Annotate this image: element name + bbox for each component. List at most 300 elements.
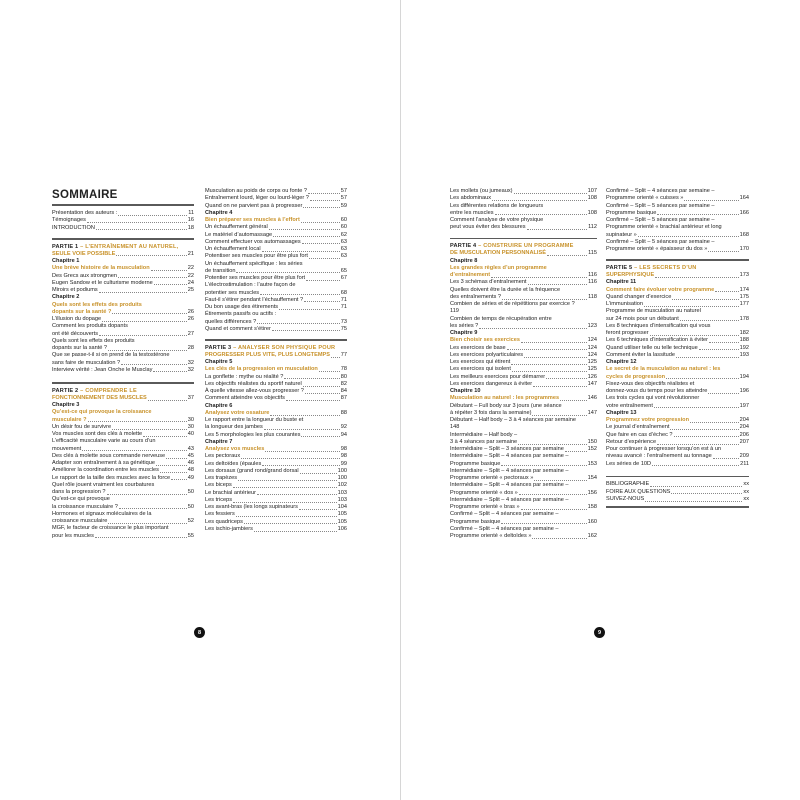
toc-entry-page: 28 — [187, 345, 194, 352]
toc-entry-title: Potentiser ses muscles pour être plus fort — [205, 253, 308, 260]
toc-entry — [52, 338, 194, 345]
toc-entry-title: Que se passe-t-il si on prend de la testostérone — [52, 352, 170, 359]
toc-entry-title: Comment atteindre vos objectifs — [205, 395, 285, 402]
toc-entry-title: Pour continuer à progresser lorsqu’on est à un — [606, 446, 722, 453]
dot-leader — [260, 294, 340, 295]
toc-entry — [450, 381, 597, 388]
dot-leader — [171, 479, 187, 480]
toc-entry-title: Fixez-vous des objectifs réalistes et — [606, 380, 695, 387]
chapter-4-title: Bien préparer ses muscles à l’effort 60 — [205, 217, 347, 223]
toc-entry-page: 170 — [739, 246, 749, 252]
page-number-right: 9 — [594, 627, 605, 638]
toc-entry-page: 100 — [337, 467, 347, 474]
toc-entry-page: 24 — [187, 279, 194, 286]
dot-leader — [286, 400, 340, 401]
dot-leader — [305, 393, 340, 394]
toc-entry-title: Les meilleurs exercices pour démarrer — [450, 373, 546, 380]
toc-entry-page: 50 — [187, 503, 194, 510]
toc-entry — [606, 308, 749, 315]
toc-entry-page: 154 — [587, 475, 597, 482]
toc-entry — [606, 496, 749, 503]
chapter-13-title: Programmez votre progression 204 — [606, 417, 749, 424]
toc-entry — [205, 239, 347, 246]
dot-leader — [309, 258, 340, 259]
toc-entry — [52, 287, 194, 294]
chapter-4-label: Chapitre 4 — [205, 209, 233, 216]
toc-entry — [52, 316, 194, 323]
toc-entry-title: pour les muscles — [52, 532, 94, 539]
toc-entry-title: Un désir fou de survivre — [52, 423, 112, 430]
toc-entry-page: 116 — [588, 279, 597, 286]
toc-entry — [450, 366, 597, 373]
toc-entry-page: 75 — [340, 325, 347, 332]
dot-leader — [153, 371, 186, 372]
toc-entry-page: 160 — [587, 518, 597, 525]
dot-leader — [154, 284, 187, 285]
toc-entry-title: Les 5 morphologies les plus courantes — [205, 431, 301, 438]
toc-entry — [450, 432, 597, 439]
dot-leader — [272, 330, 340, 331]
toc-entry-title: Intermédiaire – Split – 4 séances par semaine – — [450, 482, 569, 489]
toc-entry — [450, 352, 597, 359]
dot-leader — [492, 200, 587, 201]
dot-leader — [82, 450, 187, 451]
toc-entry-title: mouvement — [52, 445, 82, 452]
chapter-1-label: Chapitre 1 — [52, 258, 80, 265]
dot-leader — [118, 277, 187, 278]
dot-leader — [671, 493, 742, 494]
toc-entry — [606, 381, 749, 388]
toc-entry-title: Quand utiliser telle ou telle technique — [606, 344, 698, 351]
toc-entry-page: 124 — [587, 344, 597, 351]
dot-leader — [521, 509, 587, 510]
toc-entry-title: Les quadriceps — [205, 518, 243, 525]
toc-entry-title: Programme orienté « bras » — [450, 504, 520, 511]
toc-entry — [606, 424, 749, 431]
toc-entry-title: Les exercices polyarticulaires — [450, 351, 524, 358]
toc-entry — [52, 446, 194, 453]
toc-entry — [52, 431, 194, 438]
toc-entry — [205, 453, 347, 460]
toc-entry-title: À quelle vitesse allez-vous progresser ? — [205, 388, 304, 395]
toc-entry-page: 153 — [587, 460, 597, 467]
dot-leader — [119, 508, 187, 509]
toc-entry-title: la croissance musculaire ? — [52, 503, 118, 510]
toc-entry-title: feront progresser — [606, 330, 649, 337]
dot-leader — [279, 309, 340, 310]
toc-entry — [52, 424, 194, 431]
toc-entry-title: Programme de musculation au naturel — [606, 308, 701, 315]
toc-entry — [205, 504, 347, 511]
toc-entry-title: Les 6 techniques d’intensification à éviter — [606, 337, 708, 344]
toc-entry — [205, 511, 347, 518]
toc-entry-title: 3 à 4 séances par semaine — [450, 438, 518, 445]
toc-entry-title: L’illusion du dopage — [52, 316, 102, 323]
toc-entry-title: Comment les produits dopants — [52, 323, 128, 330]
dot-leader — [512, 371, 587, 372]
toc-entry — [205, 424, 347, 431]
toc-entry-page: 107 — [587, 188, 597, 194]
toc-entry — [205, 203, 347, 210]
toc-entry — [205, 374, 347, 381]
dot-leader — [532, 538, 586, 539]
dot-leader — [102, 321, 187, 322]
chapter-9-title: Bien choisir ses exercices 124 — [450, 337, 597, 344]
toc-entry — [606, 337, 749, 344]
toc-entry — [205, 526, 347, 533]
toc-entry-page: 168 — [739, 231, 749, 238]
toc-entry-title: sur 24 mois pour un débutant — [606, 315, 679, 322]
toc-entry-title: ont été découverts — [52, 330, 99, 337]
chapter-12-title: Le secret de la musculation au naturel : les — [606, 366, 721, 373]
toc-entry-page: 99 — [340, 460, 347, 467]
toc-entry-page: 175 — [739, 293, 749, 300]
dot-leader — [301, 436, 339, 437]
chapter-6-label: Chapitre 6 — [205, 402, 233, 409]
dot-leader — [638, 236, 739, 237]
dot-leader — [650, 335, 739, 336]
toc-entry — [52, 280, 194, 287]
toc-entry-title: quelles différences ? — [205, 318, 257, 325]
toc-entry — [205, 482, 347, 489]
toc-entry-page: 207 — [739, 438, 749, 445]
divider — [606, 506, 749, 508]
toc-entry-title: Les avant-bras (les longs supinateurs — [205, 504, 298, 511]
dot-leader — [654, 407, 739, 408]
toc-entry-page: 126 — [587, 373, 597, 380]
divider — [205, 339, 347, 341]
part-2-title: PARTIE 2 – COMPRENDRE LE — [52, 387, 137, 394]
toc-entry — [205, 311, 347, 318]
toc-entry-title: Qu’est-ce qui provoque — [52, 496, 110, 503]
toc-entry — [450, 410, 597, 417]
dot-leader — [264, 429, 340, 430]
dot-leader — [511, 364, 586, 365]
toc-entry — [205, 497, 347, 504]
toc-entry — [52, 331, 194, 338]
toc-entry-title: Le rapport entre la longueur du buste et — [205, 417, 304, 424]
chapter-8-label: Chapitre 8 — [450, 257, 478, 264]
toc-entry-page: 65 — [340, 267, 347, 274]
toc-entry — [205, 188, 347, 195]
toc-entry-page: 16 — [187, 217, 194, 224]
toc-entry — [205, 475, 347, 482]
toc-entry-title: Du bon usage des étirements — [205, 304, 279, 310]
toc-entry — [450, 301, 597, 308]
toc-entry — [52, 533, 194, 540]
toc-entry-title: entre les muscles — [450, 209, 494, 216]
dot-leader — [257, 323, 340, 324]
toc-entry — [205, 468, 347, 475]
toc-entry-title: Comment éviter la lassitude — [606, 351, 676, 358]
dot-leader — [306, 280, 340, 281]
toc-entry-page: 40 — [187, 431, 194, 438]
divider — [450, 238, 597, 240]
toc-entry-page: xx — [743, 488, 749, 495]
toc-entry — [606, 195, 749, 202]
toc-entry-title: Hormones et signaux moléculaires de la — [52, 510, 152, 517]
toc-entry-title: Interview vérité : Jean Onche le Musclay — [52, 366, 153, 373]
dot-leader — [303, 386, 340, 387]
toc-entry-title: Étirements passifs ou actifs : — [205, 311, 277, 318]
dot-leader — [303, 207, 339, 208]
toc-entry — [450, 308, 597, 315]
dot-leader — [708, 251, 738, 252]
toc-entry-page: 25 — [187, 287, 194, 294]
toc-entry — [606, 323, 749, 330]
dot-leader — [233, 502, 337, 503]
part-1-title: PARTIE 1 – L’ENTRAÎNEMENT AU NATUREL, — [52, 243, 179, 250]
toc-entry — [205, 275, 347, 282]
toc-entry-page: 124 — [587, 351, 597, 358]
toc-entry-title: Confirmé – Split – 5 séances par semaine – — [606, 217, 715, 223]
toc-entry-page: 98 — [340, 453, 347, 460]
toc-entry-title: Les abdominaux — [450, 195, 492, 202]
toc-entry-title: Les dorsaux (grand rond/grand dorsal — [205, 467, 299, 474]
toc-entry-page: 92 — [340, 424, 347, 431]
dot-leader — [166, 458, 187, 459]
toc-entry — [606, 316, 749, 323]
toc-entry-page: 27 — [187, 330, 194, 337]
toc-entry-page: 196 — [739, 388, 749, 395]
toc-entry — [205, 381, 347, 388]
toc-entry — [450, 203, 597, 210]
toc-entry-title: L’efficacité musculaire varie au cours d’un — [52, 438, 156, 445]
dot-leader — [238, 480, 337, 481]
toc-entry-page: 100 — [337, 475, 347, 482]
toc-entry-page: xx — [743, 481, 749, 488]
toc-entry — [450, 188, 597, 195]
toc-entry-page: 162 — [587, 533, 597, 540]
dot-leader — [519, 494, 587, 495]
toc-entry-page: 67 — [340, 275, 347, 281]
toc-entry-title: Quand changer d’exercice — [606, 293, 672, 300]
toc-entry-page: 102 — [337, 482, 347, 489]
toc-entry-page: 80 — [340, 373, 347, 380]
toc-entry-title: Programme orienté « cuisses » — [606, 195, 684, 202]
toc-entry — [450, 210, 597, 217]
toc-entry-title: sans faire de musculation ? — [52, 359, 121, 366]
dot-leader — [273, 236, 340, 237]
toc-entry-title: croissance musculaire — [52, 518, 108, 525]
dot-leader — [241, 458, 340, 459]
chapter-6-title: Analysez votre ossature 88 — [205, 409, 347, 416]
toc-entry-page: 209 — [739, 453, 749, 460]
dot-leader — [533, 386, 587, 387]
toc-entry — [450, 446, 597, 453]
toc-entry-title: Le journal d’entraînement — [606, 424, 670, 431]
toc-entry-title: Un échauffement local — [205, 246, 261, 252]
toc-entry — [205, 297, 347, 304]
dot-leader — [99, 335, 187, 336]
toc-entry — [450, 294, 597, 301]
toc-entry-page: 11 — [188, 210, 194, 217]
toc-entry-title: Programme basique — [450, 460, 501, 467]
toc-entry-title: Les exercices qui isolent — [450, 366, 511, 373]
toc-entry — [205, 461, 347, 468]
toc-entry — [52, 511, 194, 518]
toc-entry-title: 148 — [450, 424, 460, 431]
toc-entry-title: Confirmé – Split – 5 séances par semaine – — [606, 238, 715, 245]
toc-entry — [450, 533, 597, 540]
chapter-1-title: Une brève histoire de la musculation 22 — [52, 265, 194, 272]
toc-entry — [450, 374, 597, 381]
toc-entry — [205, 282, 347, 289]
toc-column-1 — [52, 188, 194, 540]
toc-entry-title: Programme orienté « dos » — [450, 489, 518, 496]
toc-entry-title: Les deltoïdes (épaules — [205, 460, 262, 467]
dot-leader — [269, 229, 340, 230]
toc-entry-title: Un échauffement général — [205, 224, 268, 231]
chapter-11-label: Chapitre 11 — [606, 279, 637, 286]
toc-entry-title: Débutant – Half body – 3 à 4 séances par semaine — [450, 417, 576, 424]
toc-entry — [52, 323, 194, 330]
toc-entry — [205, 290, 347, 297]
toc-entry-page: 125 — [587, 359, 597, 366]
toc-entry-page: 193 — [739, 351, 749, 358]
toc-entry — [52, 496, 194, 503]
toc-entry-page: 32 — [187, 366, 194, 373]
toc-entry-page: 105 — [337, 511, 347, 518]
toc-entry — [205, 224, 347, 231]
toc-entry-title: Programme orienté « pectoraux » — [450, 475, 534, 482]
toc-entry — [450, 482, 597, 489]
toc-entry-page: 45 — [187, 452, 194, 459]
toc-entry-page: 182 — [739, 330, 749, 337]
toc-entry-title: Confirmé – Split – 4 séances par semaine – — [450, 511, 559, 518]
toc-entry-title: les séries ? — [450, 322, 479, 329]
toc-entry — [606, 210, 749, 217]
part-5-title: PARTIE 5 – LES SECRETS D’UN — [606, 264, 697, 271]
toc-entry-page: 125 — [587, 366, 597, 373]
toc-entry — [52, 367, 194, 374]
toc-entry — [52, 352, 194, 359]
dot-leader — [670, 429, 738, 430]
toc-entry-page: 63 — [340, 238, 347, 245]
dot-leader — [299, 509, 337, 510]
toc-entry — [606, 489, 749, 496]
dot-leader — [160, 472, 187, 473]
toc-entry — [52, 525, 194, 532]
toc-entry-title: Améliorer la coordination entre les muscles — [52, 467, 159, 474]
toc-entry-page: 105 — [337, 518, 347, 525]
toc-entry — [205, 417, 347, 424]
toc-entry-title: Les pectoraux — [205, 453, 241, 460]
toc-entry — [205, 253, 347, 260]
divider — [606, 259, 749, 261]
toc-entry-page: 150 — [587, 438, 597, 445]
toc-entry-page: 48 — [187, 467, 194, 474]
dot-leader — [546, 378, 587, 379]
toc-entry — [52, 489, 194, 496]
toc-entry-title: Les exercices qui étirent — [450, 359, 511, 366]
dot-leader — [518, 444, 586, 445]
toc-entry-page: 84 — [340, 388, 347, 395]
dot-leader — [565, 451, 587, 452]
toc-entry-page: 206 — [739, 431, 749, 438]
toc-entry-page: 94 — [340, 431, 347, 438]
dot-leader — [254, 531, 337, 532]
dot-leader — [652, 465, 739, 466]
toc-entry — [606, 217, 749, 224]
toc-entry-title: Les 8 techniques d’intensification qui vous — [606, 322, 711, 329]
toc-entry-title: 119 — [450, 308, 459, 315]
dot-leader — [108, 350, 187, 351]
toc-entry-page: 108 — [587, 209, 597, 216]
dot-leader — [524, 357, 587, 358]
toc-entry-title: Les triceps — [205, 496, 233, 503]
toc-entry — [450, 345, 597, 352]
toc-entry — [52, 273, 194, 280]
dot-leader — [233, 487, 337, 488]
toc-entry-title: Un échauffement spécifique : les séries — [205, 260, 303, 267]
dot-leader — [708, 393, 738, 394]
toc-entry-title: Potentier ses muscles pour être plus fort — [205, 275, 306, 281]
toc-entry — [450, 519, 597, 526]
toc-entry-page: 112 — [588, 224, 597, 231]
toc-entry-page: 49 — [187, 474, 194, 481]
toc-entry — [52, 225, 194, 232]
dot-leader — [108, 523, 186, 524]
dot-leader — [95, 537, 187, 538]
toc-entry — [205, 388, 347, 395]
dot-leader — [310, 200, 340, 201]
toc-entry — [52, 482, 194, 489]
toc-entry-title: Quand et comment s’étirer — [205, 325, 271, 332]
divider — [52, 382, 194, 384]
toc-entry — [606, 461, 749, 468]
chapter-8-title-line2: d’entraînement 116 — [450, 272, 597, 279]
toc-entry — [450, 224, 597, 231]
toc-entry-page: 62 — [340, 231, 347, 238]
toc-entry — [606, 203, 749, 210]
toc-entry-title: La gonflette : mythe ou réalité ? — [205, 373, 284, 380]
dot-leader — [674, 436, 739, 437]
toc-entry-page: 147 — [587, 380, 597, 387]
toc-entry-title: Les ischio-jambiers — [205, 525, 253, 532]
part-4-title-line2: DE MUSCULATION PERSONNALISÉ 115 — [450, 250, 597, 257]
toc-entry-page: 71 — [340, 304, 347, 310]
toc-column-4 — [606, 188, 749, 512]
dot-leader — [118, 215, 187, 216]
divider — [52, 238, 194, 240]
toc-entry — [450, 504, 597, 511]
toc-entry — [450, 461, 597, 468]
toc-entry-title: Les séries de 10D — [606, 460, 652, 467]
toc-entry-page: 68 — [340, 289, 347, 296]
toc-entry — [205, 246, 347, 253]
chapter-11-title: Comment faire évoluer votre programme 174 — [606, 286, 749, 293]
toc-entry-page: 82 — [340, 380, 347, 387]
chapter-7-label: Chapitre 7 — [205, 438, 233, 445]
toc-entry — [606, 345, 749, 352]
toc-entry-page: 26 — [187, 316, 194, 323]
toc-entry-page: 177 — [739, 301, 749, 308]
toc-entry — [606, 432, 749, 439]
toc-entry-title: INTRODUCTION — [52, 224, 95, 231]
toc-entry — [52, 467, 194, 474]
toc-entry-page: 87 — [340, 395, 347, 402]
toc-entry-title: Comment effectuer vos automassages — [205, 238, 301, 245]
dot-leader — [528, 284, 588, 285]
dot-leader — [121, 364, 187, 365]
toc-entry — [450, 359, 597, 366]
toc-entry — [450, 323, 597, 330]
dot-leader — [99, 292, 187, 293]
toc-entry-page: 178 — [739, 315, 749, 322]
toc-entry-title: L’immunisation — [606, 301, 643, 308]
toc-entry-page: 147 — [587, 409, 597, 416]
